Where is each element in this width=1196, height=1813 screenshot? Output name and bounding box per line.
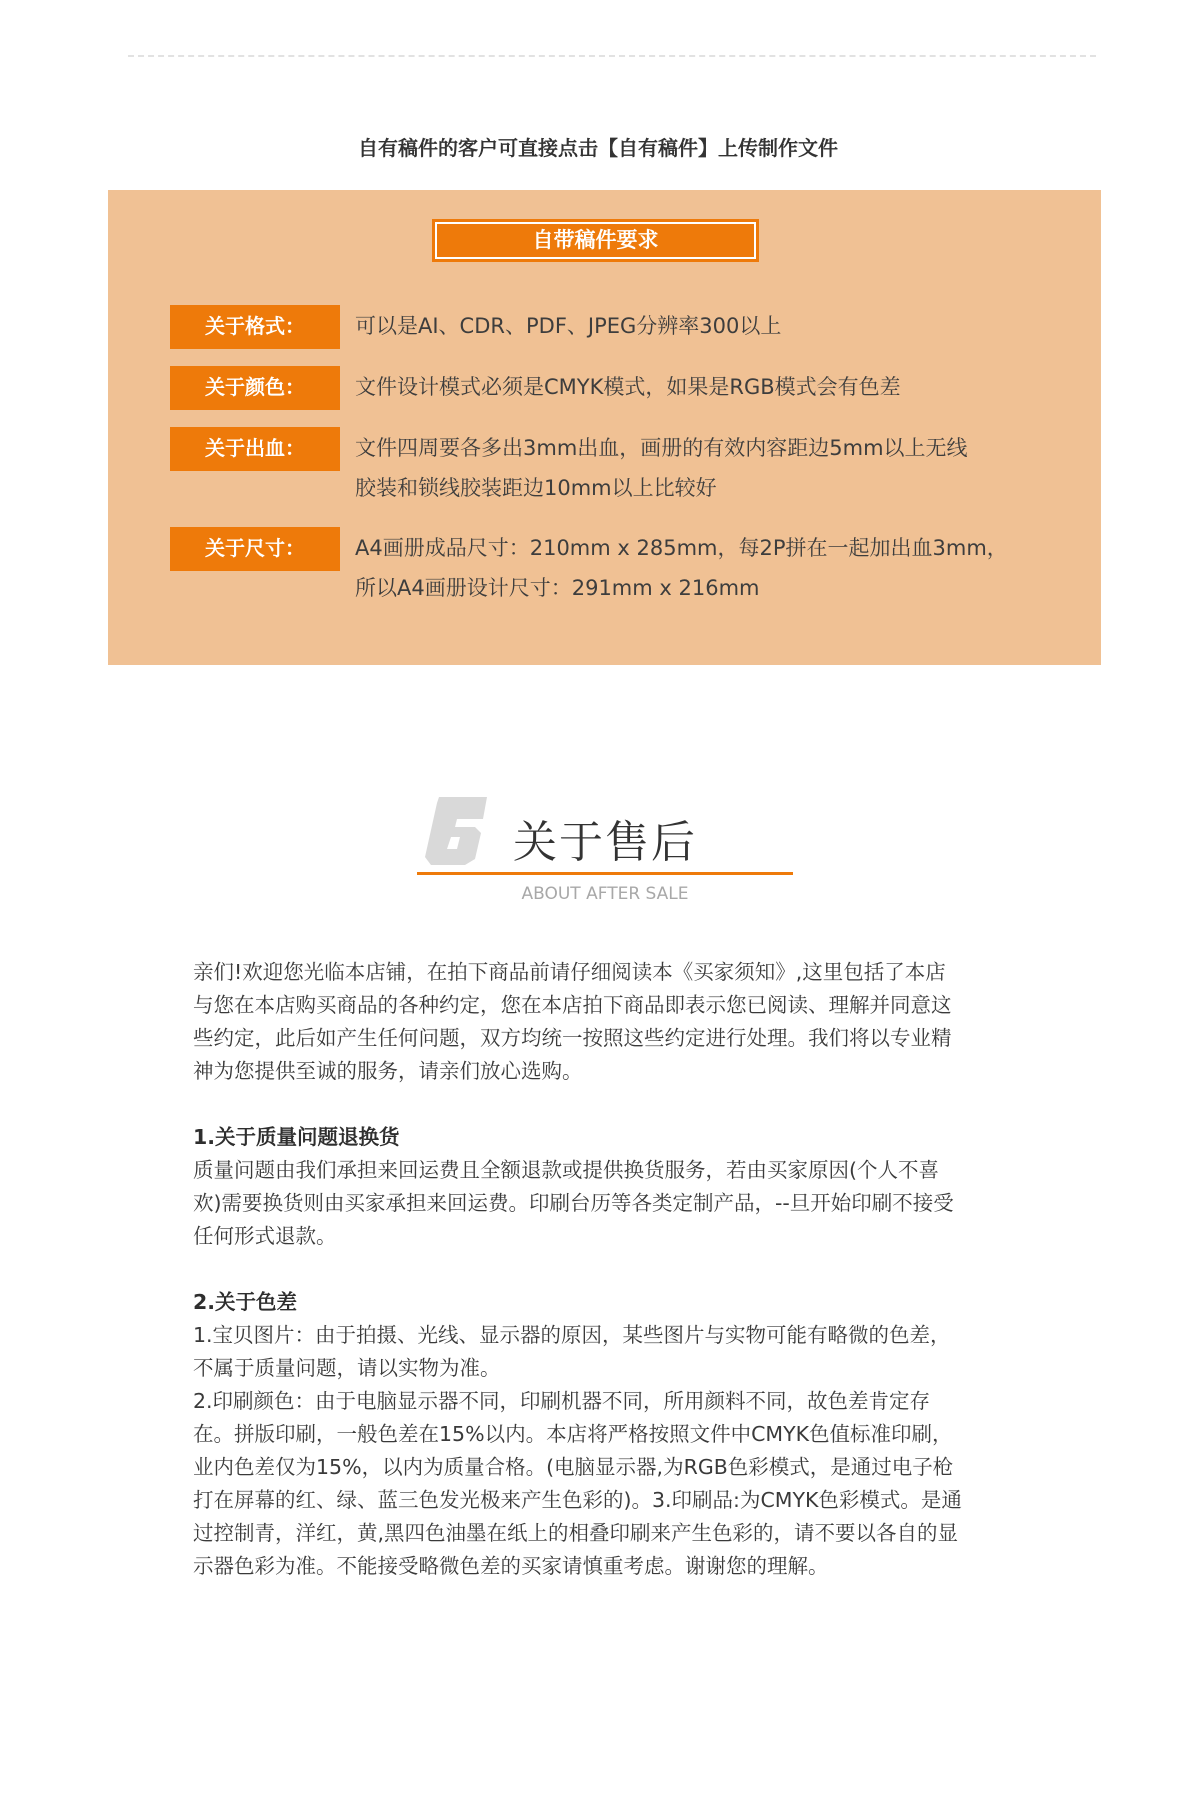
requirement-row-bleed: [170, 427, 968, 508]
value-line: 所以A4画册设计尺寸：291mm x 216mm: [355, 576, 760, 600]
quality-return-heading: 1.关于质量问题退换货: [193, 1125, 400, 1149]
section-title: 关于售后: [513, 817, 697, 868]
requirement-row-size: [170, 527, 1008, 608]
color-difference-line: 2.印刷颜色：由于电脑显示器不同，印刷机器不同，所用颜料不同，故色差肯定存: [193, 1389, 931, 1413]
requirement-label: 关于格式：: [170, 305, 340, 349]
requirement-label: 关于出血：: [170, 427, 340, 471]
value-line: 文件设计模式必须是CMYK模式，如果是RGB模式会有色差: [355, 375, 901, 399]
panel-title: 自带稿件要求: [432, 219, 759, 262]
manuscript-requirements-panel: [108, 190, 1101, 665]
section-number-six-icon: [425, 797, 491, 865]
quality-return-line: 质量问题由我们承担来回运费且全额退款或提供换货服务，若由买家原因(个人不喜: [193, 1158, 939, 1182]
color-difference-line: 示器色彩为准。不能接受略微色差的买家请慎重考虑。谢谢您的理解。: [193, 1554, 829, 1578]
requirement-row-format: [170, 305, 781, 349]
dashed-divider: [128, 55, 1096, 57]
color-difference-line: 过控制青，洋红，黄,黑四色油墨在纸上的相叠印刷来产生色彩的，请不要以各自的显: [193, 1521, 959, 1545]
intro-line: 些约定，此后如产生任何问题，双方均统一按照这些约定进行处理。我们将以专业精: [193, 1026, 952, 1050]
color-difference-heading: 2.关于色差: [193, 1290, 298, 1314]
requirement-value: [355, 528, 1008, 608]
intro-line: 与您在本店购买商品的各种约定，您在本店拍下商品即表示您已阅读、理解并同意这: [193, 993, 952, 1017]
intro-line: 神为您提供至诚的服务，请亲们放心选购。: [193, 1059, 583, 1083]
after-sale-content: [193, 956, 1053, 1583]
color-difference-line: 业内色差仅为15%，以内为质量合格。(电脑显示器,为RGB色彩模式，是通过电子枪: [193, 1455, 954, 1479]
requirement-row-color: [170, 366, 901, 410]
value-line: 文件四周要各多出3mm出血，画册的有效内容距边5mm以上无线: [355, 436, 968, 460]
color-difference-line: 不属于质量问题，请以实物为准。: [193, 1356, 501, 1380]
intro-line: 亲们!欢迎您光临本店铺，在拍下商品前请仔细阅读本《买家须知》,这里包括了本店: [193, 960, 946, 984]
color-difference-line: 在。拼版印刷，一般色差在15%以内。本店将严格按照文件中CMYK色值标准印刷，: [193, 1422, 953, 1446]
quality-return-line: 任何形式退款。: [193, 1224, 337, 1248]
requirement-label: 关于尺寸：: [170, 527, 340, 571]
requirement-label: 关于颜色：: [170, 366, 340, 410]
requirement-value: [355, 428, 968, 508]
requirement-value: [355, 367, 901, 410]
upload-instruction: 自有稿件的客户可直接点击【自有稿件】上传制作文件: [358, 136, 838, 160]
section-subtitle: ABOUT AFTER SALE: [521, 884, 689, 904]
quality-return-line: 欢)需要换货则由买家承担来回运费。印刷台历等各类定制产品，--旦开始印刷不接受: [193, 1191, 954, 1215]
color-difference-line: 1.宝贝图片：由于拍摄、光线、显示器的原因，某些图片与实物可能有略微的色差，: [193, 1323, 951, 1347]
requirement-value: [355, 306, 781, 349]
color-difference-line: 打在屏幕的红、绿、蓝三色发光极来产生色彩的)。3.印刷品:为CMYK色彩模式。是通: [193, 1488, 962, 1512]
value-line: 可以是AI、CDR、PDF、JPEG分辨率300以上: [355, 314, 782, 338]
section-underline: [417, 872, 793, 875]
value-line: A4画册成品尺寸：210mm x 285mm，每2P拼在一起加出血3mm，: [355, 536, 1008, 560]
value-line: 胶装和锁线胶装距边10mm以上比较好: [355, 476, 717, 500]
